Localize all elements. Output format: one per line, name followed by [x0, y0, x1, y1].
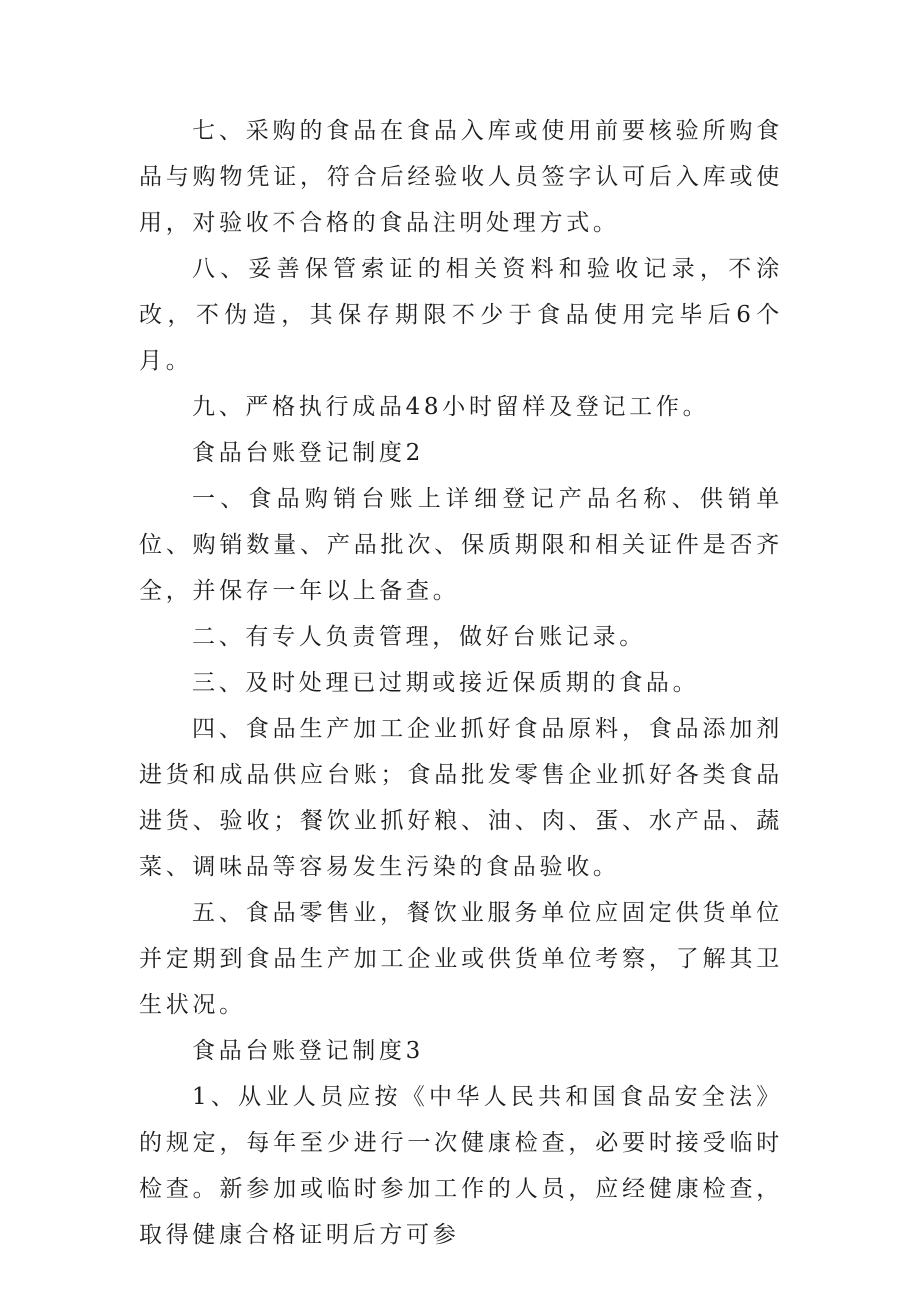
paragraph-seven: 七、采购的食品在食品入库或使用前要核验所购食品与购物凭证，符合后经验收人员签字认可后入库或使用，对验收不合格的食品注明处理方式。 — [139, 118, 783, 236]
paragraph-three: 三、及时处理已过期或接近保质期的食品。 — [192, 670, 700, 696]
paragraph-one: 一、食品购销台账上详细登记产品名称、供销单位、购销数量、产品批次、保质期限和相关证件是否齐全，并保存一年以上备查。 — [139, 486, 783, 604]
paragraph-eight: 八、妥善保管索证的相关资料和验收记录，不涂改，不伪造，其保存期限不少于食品使用完毕后6个月。 — [139, 256, 783, 374]
paragraph-nine: 九、严格执行成品48小时留样及登记工作。 — [192, 394, 710, 420]
section-heading-2: 食品台账登记制度2 — [192, 440, 424, 466]
section-heading-3: 食品台账登记制度3 — [192, 1038, 424, 1064]
paragraph-item-1: 1、从业人员应按《中华人民共和国食品安全法》的规定，每年至少进行一次健康检查，必要时接受临时检查。新参加或临时参加工作的人员，应经健康检查，取得健康合格证明后方可参 — [139, 1084, 783, 1248]
paragraph-two: 二、有专人负责管理，做好台账记录。 — [192, 624, 646, 650]
document-body — [139, 108, 783, 1258]
paragraph-five: 五、食品零售业，餐饮业服务单位应固定供货单位并定期到食品生产加工企业或供货单位考察，了解其卫生状况。 — [139, 900, 783, 1018]
paragraph-four: 四、食品生产加工企业抓好食品原料，食品添加剂进货和成品供应台账；食品批发零售企业抓好各类食品进货、验收；餐饮业抓好粮、油、肉、蛋、水产品、蔬菜、调味品等容易发生污染的食品验收。 — [139, 716, 783, 880]
